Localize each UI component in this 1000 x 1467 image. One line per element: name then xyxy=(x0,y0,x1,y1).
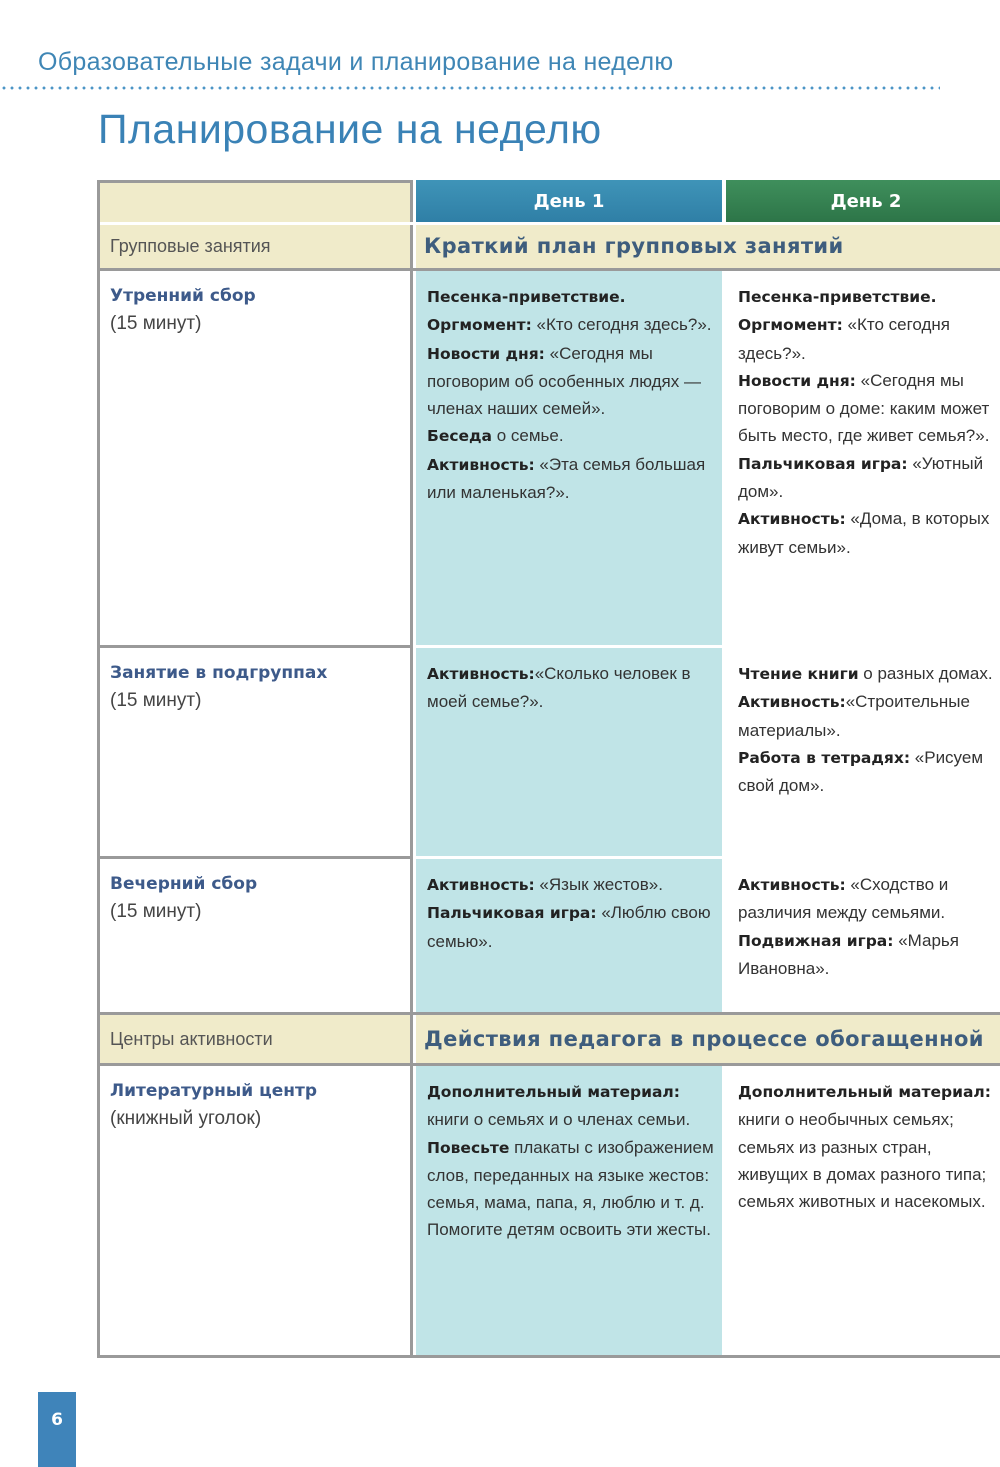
row-label-evening xyxy=(100,859,413,1012)
row-duration: (15 минут) xyxy=(110,690,202,711)
activity-line xyxy=(427,311,714,339)
activity-line xyxy=(427,871,714,899)
activity-text: «Сколько человек в моей семье?». xyxy=(427,664,691,712)
activity-text: о семье. xyxy=(492,426,564,446)
cell-subgroups-day-1 xyxy=(416,648,722,856)
activity-line xyxy=(738,871,1000,927)
activity-label: Активность: xyxy=(427,665,535,683)
activity-line xyxy=(427,1078,714,1134)
activity-label: Дополнительный материал: xyxy=(427,1083,680,1101)
activity-text: книги о необычных семьях; семьях из разных стран, живущих в домах разного типа; семьях животных и насекомых. xyxy=(738,1110,987,1212)
row-title: Вечерний сбор xyxy=(110,874,258,894)
activity-text: «Рисуем свой дом». xyxy=(738,747,984,796)
activity-line xyxy=(427,283,714,311)
activity-line xyxy=(427,451,714,507)
activity-text: «Язык жестов». xyxy=(534,875,663,894)
activity-label: Подвижная игра: xyxy=(738,931,894,950)
cell-subgroups-day-2 xyxy=(726,648,1000,856)
activity-label: Активность: xyxy=(738,876,846,894)
column-header-day-2: День 2 xyxy=(726,180,1000,222)
activity-label: Беседа xyxy=(427,427,493,446)
section-label-group: Групповые занятия xyxy=(100,225,413,268)
row-title: Занятие в подгруппах xyxy=(110,663,328,683)
activity-line xyxy=(427,422,714,450)
activity-line xyxy=(738,283,1000,311)
page-number: 6 xyxy=(38,1392,76,1467)
activity-label: Работа в тетрадях: xyxy=(738,748,911,767)
activity-text: «Дома, в которых живут семьи». xyxy=(738,509,990,557)
activity-label: Пальчиковая игра: xyxy=(427,904,597,923)
activity-label: Повесьте xyxy=(427,1138,510,1157)
activity-text: «Сегодня мы поговорим о доме: каким может быть место, где живет семья?». xyxy=(738,370,990,446)
activity-text: «Эта семья большая или маленькая?». xyxy=(427,454,706,503)
activity-label: Чтение книги xyxy=(738,665,859,683)
activity-label: Активность: xyxy=(738,510,846,529)
activity-label: Новости дня: xyxy=(738,371,856,390)
cell-evening-day-1 xyxy=(416,859,722,1012)
activity-line xyxy=(738,311,1000,367)
activity-line xyxy=(427,899,714,955)
row-title: Литературный центр xyxy=(110,1081,318,1101)
activity-label: Пальчиковая игра: xyxy=(738,454,908,473)
weekly-plan-table xyxy=(97,180,1000,1358)
activity-line xyxy=(427,660,714,716)
cell-morning-day-1 xyxy=(416,271,722,645)
activity-line xyxy=(738,450,1000,506)
cell-literary-day-1 xyxy=(416,1066,722,1358)
activity-line xyxy=(738,660,1000,688)
activity-label: Активность: xyxy=(427,455,535,474)
activity-line xyxy=(738,505,1000,561)
activity-label: Новости дня: xyxy=(427,344,545,363)
header-blank-cell xyxy=(100,180,413,222)
cell-morning-day-2 xyxy=(726,271,1000,645)
activity-text: книги о семьях и о членах семьи. xyxy=(427,1110,691,1130)
activity-label: Песенка-приветствие. xyxy=(738,288,937,306)
activity-line xyxy=(427,340,714,423)
activity-line xyxy=(738,688,1000,744)
activity-line xyxy=(738,367,1000,450)
row-label-literary xyxy=(100,1066,413,1358)
activity-text: «Сходство и различия между семьями. xyxy=(738,875,949,923)
activity-text: плакаты с изображением слов, переданных на языке жестов: семья, мама, папа, я, люблю и т. д. Помогите детям освоить эти жесты. xyxy=(427,1137,714,1240)
section-banner-centers: Действия педагога в процессе обогащенной xyxy=(416,1015,1000,1063)
activity-label: Активность: xyxy=(738,693,846,712)
column-header-day-1: День 1 xyxy=(416,180,722,222)
activity-text: «Уютный дом». xyxy=(738,453,984,502)
row-label-morning xyxy=(100,271,413,645)
activity-line xyxy=(427,1134,714,1244)
row-label-subgroups xyxy=(100,648,413,856)
activity-label: Оргмомент: xyxy=(738,316,843,335)
section-label-centers: Центры активности xyxy=(100,1015,413,1063)
cell-evening-day-2 xyxy=(726,859,1000,1012)
running-head: Образовательные задачи и планирование на неделю xyxy=(38,48,674,76)
activity-text: «Марья Ивановна». xyxy=(738,930,959,978)
row-duration: (15 минут) xyxy=(110,901,202,922)
page-title: Планирование на неделю xyxy=(98,106,602,152)
activity-line xyxy=(738,744,1000,800)
activity-text: о разных домах. xyxy=(858,664,993,683)
row-duration: (книжный уголок) xyxy=(110,1108,262,1129)
activity-label: Оргмомент: xyxy=(427,316,532,335)
section-banner-group: Краткий план групповых занятий xyxy=(416,225,1000,268)
activity-text: «Кто сегодня здесь?». xyxy=(531,315,712,335)
activity-line xyxy=(738,927,1000,983)
activity-text: «Люблю свою семью». xyxy=(427,903,711,951)
activity-line xyxy=(738,1078,1000,1215)
dotted-divider xyxy=(0,86,940,90)
activity-label: Активность: xyxy=(427,876,535,894)
activity-text: «Сегодня мы поговорим об особенных людях — членах наших семей». xyxy=(427,343,701,419)
cell-literary-day-2 xyxy=(726,1066,1000,1358)
activity-label: Песенка-приветствие. xyxy=(427,288,626,306)
row-duration: (15 минут) xyxy=(110,313,202,334)
activity-text: «Кто сегодня здесь?». xyxy=(738,315,950,363)
activity-text: «Строительные материалы». xyxy=(738,692,970,740)
row-title: Утренний сбор xyxy=(110,286,256,306)
activity-label: Дополнительный материал: xyxy=(738,1083,991,1101)
